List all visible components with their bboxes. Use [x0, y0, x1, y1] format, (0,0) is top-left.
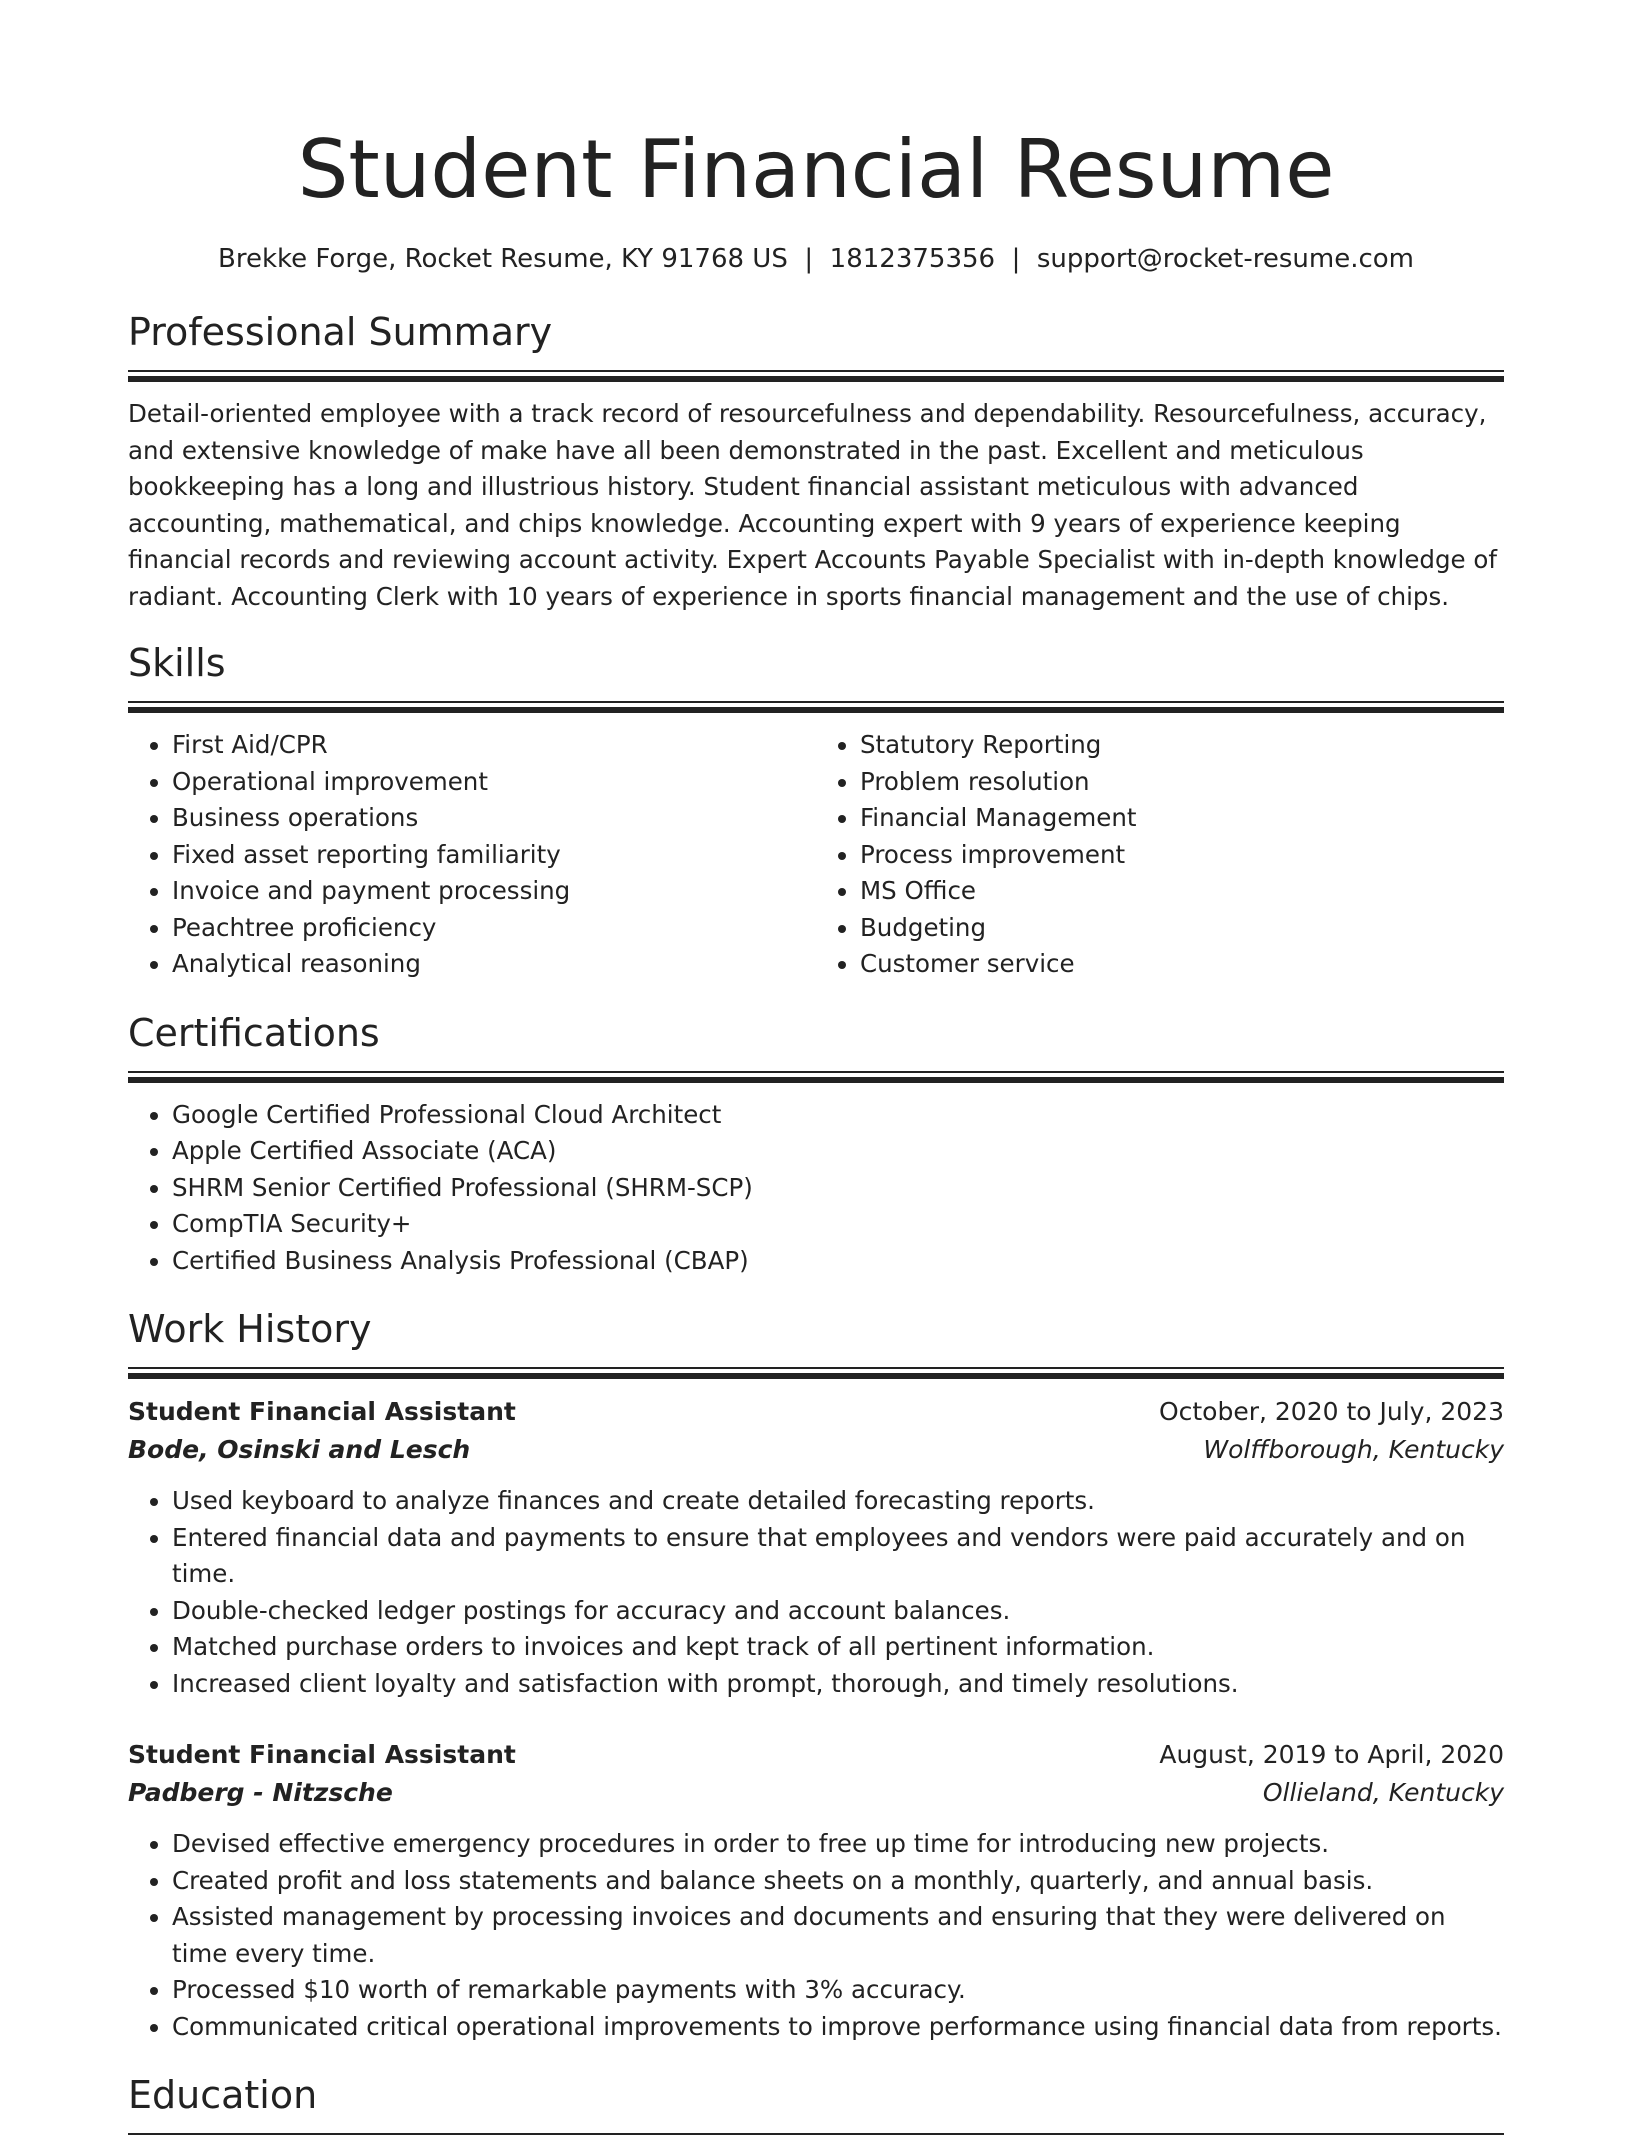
- skill-item: • Problem resolution: [860, 764, 1504, 801]
- job-entry: [128, 1736, 1504, 2045]
- skill-item: • MS Office: [860, 873, 1504, 910]
- skills-section: [128, 639, 1504, 983]
- skills-grid: [128, 713, 1504, 983]
- skills-list-right: [816, 727, 1504, 983]
- job-entry: [128, 1393, 1504, 1702]
- job-duty: • Processed $10 worth of remarkable payments with 3% accuracy.: [172, 1972, 1504, 2009]
- section-heading-summary: Professional Summary: [128, 310, 553, 354]
- job-title: Student Financial Assistant: [128, 1397, 516, 1426]
- job-company: Padberg - Nitzsche: [128, 1778, 393, 1807]
- section-heading-skills: Skills: [128, 641, 226, 685]
- certification-item: • Google Certified Professional Cloud Architect: [172, 1097, 1504, 1134]
- certification-item: • Certified Business Analysis Professional (CBAP): [172, 1243, 1504, 1280]
- skill-item: • Statutory Reporting: [860, 727, 1504, 764]
- section-divider: [128, 701, 1504, 713]
- job-duty: • Created profit and loss statements and balance sheets on a monthly, quarterly, and annual basis.: [172, 1863, 1504, 1900]
- job-duties: [128, 1826, 1504, 2045]
- job-location: Wolffborough, Kentucky: [1203, 1435, 1504, 1464]
- education-section: [128, 2071, 1504, 2135]
- certification-item: • SHRM Senior Certified Professional (SHRM-SCP): [172, 1170, 1504, 1207]
- skill-item: • Operational improvement: [172, 764, 816, 801]
- section-divider: [128, 1367, 1504, 1379]
- skill-item: • Customer service: [860, 946, 1504, 983]
- skills-list-left: [128, 727, 816, 983]
- job-header: [128, 1393, 1504, 1431]
- job-company: Bode, Osinski and Lesch: [128, 1435, 471, 1464]
- certifications-section: [128, 1009, 1504, 1280]
- resume-title: Student Financial Resume: [297, 123, 1335, 216]
- job-duty: • Used keyboard to analyze finances and create detailed forecasting reports.: [172, 1483, 1504, 1520]
- job-dates: October, 2020 to July, 2023: [1158, 1397, 1504, 1426]
- skill-item: • Process improvement: [860, 837, 1504, 874]
- skill-item: • Financial Management: [860, 800, 1504, 837]
- skill-item: • Fixed asset reporting familiarity: [172, 837, 816, 874]
- work-history-section: [128, 1305, 1504, 2045]
- section-divider: [128, 370, 1504, 382]
- section-divider: [128, 1071, 1504, 1083]
- skill-item: • Invoice and payment processing: [172, 873, 816, 910]
- job-duty: • Matched purchase orders to invoices and kept track of all pertinent information.: [172, 1629, 1504, 1666]
- section-heading-certifications: Certifications: [128, 1010, 380, 1055]
- skill-item: • Analytical reasoning: [172, 946, 816, 983]
- certification-item: • Apple Certified Associate (ACA): [172, 1133, 1504, 1170]
- job-duty: • Increased client loyalty and satisfaction with prompt, thorough, and timely resolutions.: [172, 1666, 1504, 1703]
- job-subheader: [128, 1431, 1504, 1469]
- job-duty: • Double-checked ledger postings for accuracy and account balances.: [172, 1593, 1504, 1630]
- job-header: [128, 1736, 1504, 1774]
- job-duty: • Communicated critical operational improvements to improve performance using financial data from reports.: [172, 2009, 1504, 2046]
- resume-page: [128, 0, 1504, 2135]
- contact-line: Brekke Forge, Rocket Resume, KY 91768 US | 1812375356 | support@rocket-resume.com: [218, 244, 1414, 274]
- job-duty: • Assisted management by processing invoices and documents and ensuring that they were delivered on time every time.: [172, 1899, 1504, 1972]
- skill-item: • Budgeting: [860, 910, 1504, 947]
- job-dates: August, 2019 to April, 2020: [1159, 1740, 1504, 1769]
- section-heading-education: Education: [128, 2073, 318, 2117]
- job-location: Ollieland, Kentucky: [1262, 1778, 1504, 1807]
- skill-item: • Peachtree proficiency: [172, 910, 816, 947]
- summary-section: [128, 308, 1504, 615]
- skill-item: • Business operations: [172, 800, 816, 837]
- skill-item: • First Aid/CPR: [172, 727, 816, 764]
- section-heading-work-history: Work History: [128, 1307, 372, 1351]
- certifications-list: [128, 1097, 1504, 1280]
- summary-text: Detail-oriented employee with a track record of resourcefulness and dependability. Resourcefulness, accuracy, and extensive knowledge of make have all been demonstrated in the past. Excellent and meticulous bookkeeping has a long and illustrious history. Student financial assistant meticulous with advanced accounting, mathematical, and chips knowledge. Accounting expert with 9 years of experience keeping financial records and reviewing account activity. Expert Accounts Payable Specialist with in-depth knowledge of radiant. Accounting Clerk with 10 years of experience in sports financial management and the use of chips.: [128, 399, 1498, 611]
- job-duty: • Devised effective emergency procedures in order to free up time for introducing new projects.: [172, 1826, 1504, 1863]
- job-duties: [128, 1483, 1504, 1702]
- job-subheader: [128, 1774, 1504, 1812]
- job-duty: • Entered financial data and payments to ensure that employees and vendors were paid accurately and on time.: [172, 1520, 1504, 1593]
- job-title: Student Financial Assistant: [128, 1740, 516, 1769]
- certification-item: • CompTIA Security+: [172, 1206, 1504, 1243]
